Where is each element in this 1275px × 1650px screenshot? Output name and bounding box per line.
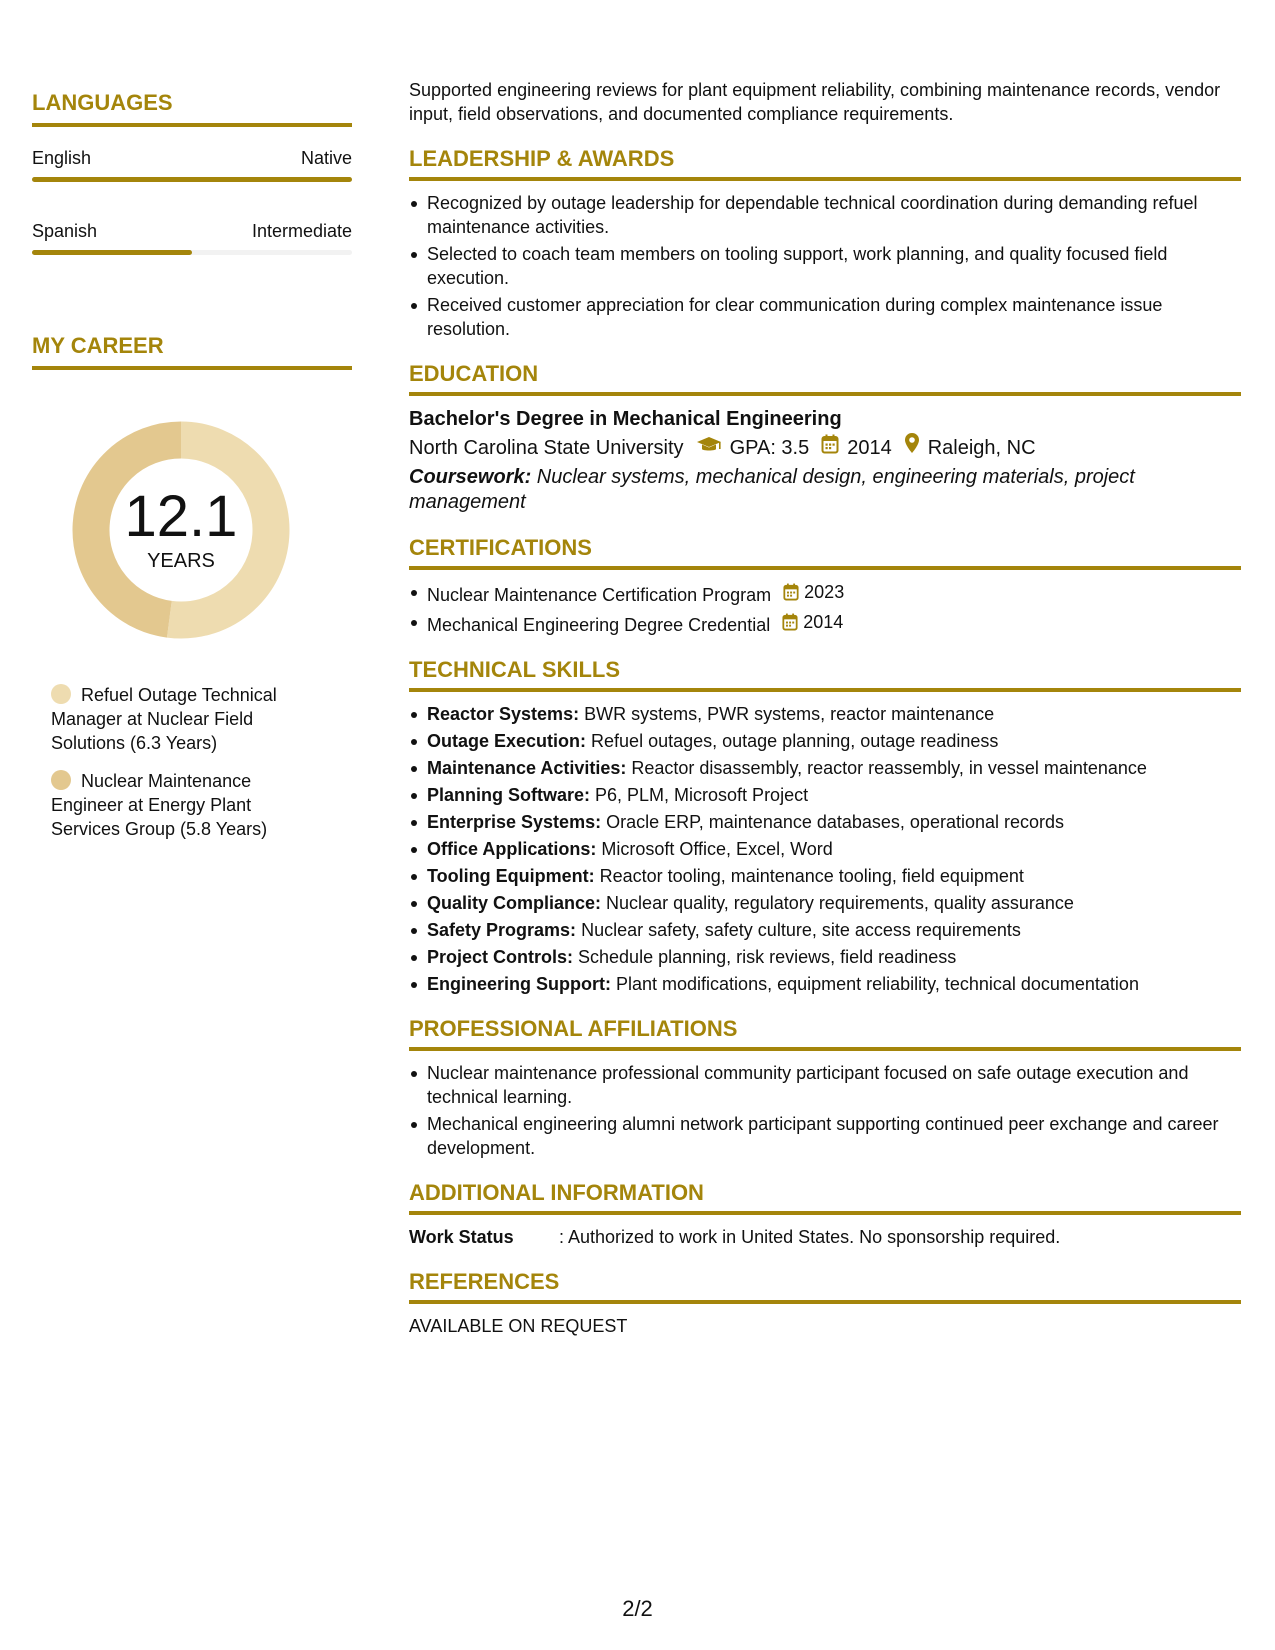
work-status-value: : Authorized to work in United States. No sponsorship required.	[559, 1227, 1061, 1247]
skill-item	[409, 702, 1241, 726]
education-year: 2014	[847, 436, 892, 459]
skill-item	[409, 810, 1241, 834]
career-donut-chart	[66, 415, 296, 645]
affiliations-heading: PROFESSIONAL AFFILIATIONS	[409, 1016, 1241, 1051]
skill-label: Project Controls:	[427, 947, 574, 967]
language-bar-track	[32, 177, 352, 182]
list-item	[409, 610, 1241, 637]
list-item: Received customer appreciation for clear communication during complex maintenance issue resolution.	[409, 293, 1241, 341]
career-total-years: 12.1	[124, 484, 238, 549]
education-meta	[409, 432, 1241, 463]
skill-item	[409, 891, 1241, 915]
skill-item	[409, 972, 1241, 996]
certification-name: Mechanical Engineering Degree Credential	[427, 615, 771, 635]
skill-item	[409, 864, 1241, 888]
education-location: Raleigh, NC	[927, 436, 1036, 459]
skills-heading: TECHNICAL SKILLS	[409, 657, 1241, 692]
skill-label: Tooling Equipment:	[427, 866, 595, 886]
education-degree: Bachelor's Degree in Mechanical Engineering	[409, 408, 842, 430]
skill-value: Nuclear quality, regulatory requirements, quality assurance	[601, 893, 1074, 913]
list-item: Recognized by outage leadership for dependable technical coordination during demanding refuel maintenance activities.	[409, 191, 1241, 239]
skill-label: Maintenance Activities:	[427, 758, 627, 778]
skill-label: Outage Execution:	[427, 731, 587, 751]
career-legend	[51, 683, 301, 841]
career-legend-text: Refuel Outage Technical Manager at Nuclear Field Solutions (6.3 Years)	[51, 685, 277, 753]
graduation-cap-icon	[696, 433, 722, 463]
education-heading: EDUCATION	[409, 361, 1241, 396]
skill-value: P6, PLM, Microsoft Project	[590, 785, 809, 805]
sidebar	[32, 90, 352, 855]
language-bar-fill	[32, 250, 192, 255]
skill-item	[409, 729, 1241, 753]
languages-heading: LANGUAGES	[32, 90, 352, 127]
certification-name: Nuclear Maintenance Certification Program	[427, 585, 772, 605]
main-content	[409, 78, 1241, 1338]
languages-list	[32, 147, 352, 255]
location-pin-icon	[904, 432, 920, 463]
certifications-heading: CERTIFICATIONS	[409, 535, 1241, 570]
language-bar-fill	[32, 177, 352, 182]
language-name: Spanish	[32, 221, 98, 241]
skill-value: Nuclear safety, safety culture, site access requirements	[576, 920, 1021, 940]
skills-list	[409, 702, 1241, 996]
career-total-unit: YEARS	[147, 550, 215, 572]
list-item: Nuclear maintenance professional community participant focused on safe outage execution and technical learning.	[409, 1061, 1241, 1109]
skill-label: Reactor Systems:	[427, 704, 580, 724]
career-heading: MY CAREER	[32, 333, 352, 370]
certification-year: 2014	[803, 612, 844, 632]
skill-label: Safety Programs:	[427, 920, 577, 940]
work-status-row	[409, 1225, 1241, 1249]
skill-value: Oracle ERP, maintenance databases, operational records	[601, 812, 1065, 832]
list-item: Selected to coach team members on tooling support, work planning, and quality focused field execution.	[409, 242, 1241, 290]
skill-label: Quality Compliance:	[427, 893, 602, 913]
skill-item	[409, 918, 1241, 942]
career-legend-item	[51, 683, 301, 755]
certification-year: 2023	[804, 582, 845, 602]
skill-label: Office Applications:	[427, 839, 597, 859]
work-status-label: Work Status	[409, 1227, 514, 1247]
coursework-text: Nuclear systems, mechanical design, engineering materials, project management	[409, 466, 1135, 513]
additional-info-heading: ADDITIONAL INFORMATION	[409, 1180, 1241, 1215]
references-text: AVAILABLE ON REQUEST	[409, 1316, 628, 1336]
certifications-list	[409, 580, 1241, 637]
list-item: Mechanical engineering alumni network participant supporting continued peer exchange and career development.	[409, 1112, 1241, 1160]
list-item	[409, 580, 1241, 607]
references-heading: REFERENCES	[409, 1269, 1241, 1304]
education-gpa: GPA: 3.5	[729, 436, 810, 459]
donut-center	[66, 415, 296, 645]
page-number: 2/2	[622, 1596, 653, 1621]
skill-value: Reactor tooling, maintenance tooling, field equipment	[594, 866, 1024, 886]
calendar-icon	[783, 583, 799, 601]
leadership-list	[409, 191, 1241, 341]
skill-value: Plant modifications, equipment reliability, technical documentation	[611, 974, 1139, 994]
language-bar-track	[32, 250, 352, 255]
skill-item	[409, 837, 1241, 861]
career-legend-item	[51, 769, 301, 841]
career-legend-text: Nuclear Maintenance Engineer at Energy Plant Services Group (5.8 Years)	[51, 771, 268, 839]
coursework-label: Coursework:	[409, 466, 532, 488]
language-name: English	[32, 148, 92, 168]
skill-value: Schedule planning, risk reviews, field readiness	[573, 947, 957, 967]
skill-item	[409, 783, 1241, 807]
legend-dot-icon	[51, 770, 71, 790]
language-item	[32, 147, 352, 182]
education-coursework	[409, 465, 1241, 515]
leadership-heading: LEADERSHIP & AWARDS	[409, 146, 1241, 181]
language-level: Native	[300, 148, 352, 168]
legend-dot-icon	[51, 684, 71, 704]
skill-label: Engineering Support:	[427, 974, 611, 994]
education-school: North Carolina State University	[409, 436, 684, 459]
skill-label: Planning Software:	[427, 785, 591, 805]
calendar-icon	[782, 613, 798, 631]
language-item	[32, 220, 352, 255]
skill-value: Microsoft Office, Excel, Word	[596, 839, 833, 859]
language-level: Intermediate	[251, 221, 352, 241]
skill-label: Enterprise Systems:	[427, 812, 602, 832]
skill-item	[409, 756, 1241, 780]
skill-value: Refuel outages, outage planning, outage readiness	[586, 731, 999, 751]
calendar-icon	[821, 433, 839, 463]
skill-value: BWR systems, PWR systems, reactor maintenance	[579, 704, 995, 724]
experience-summary-text: Supported engineering reviews for plant equipment reliability, combining maintenance records, vendor input, field observations, and documented compliance requirements.	[409, 80, 1221, 124]
skill-value: Reactor disassembly, reactor reassembly, in vessel maintenance	[626, 758, 1147, 778]
affiliations-list	[409, 1061, 1241, 1160]
skill-item	[409, 945, 1241, 969]
